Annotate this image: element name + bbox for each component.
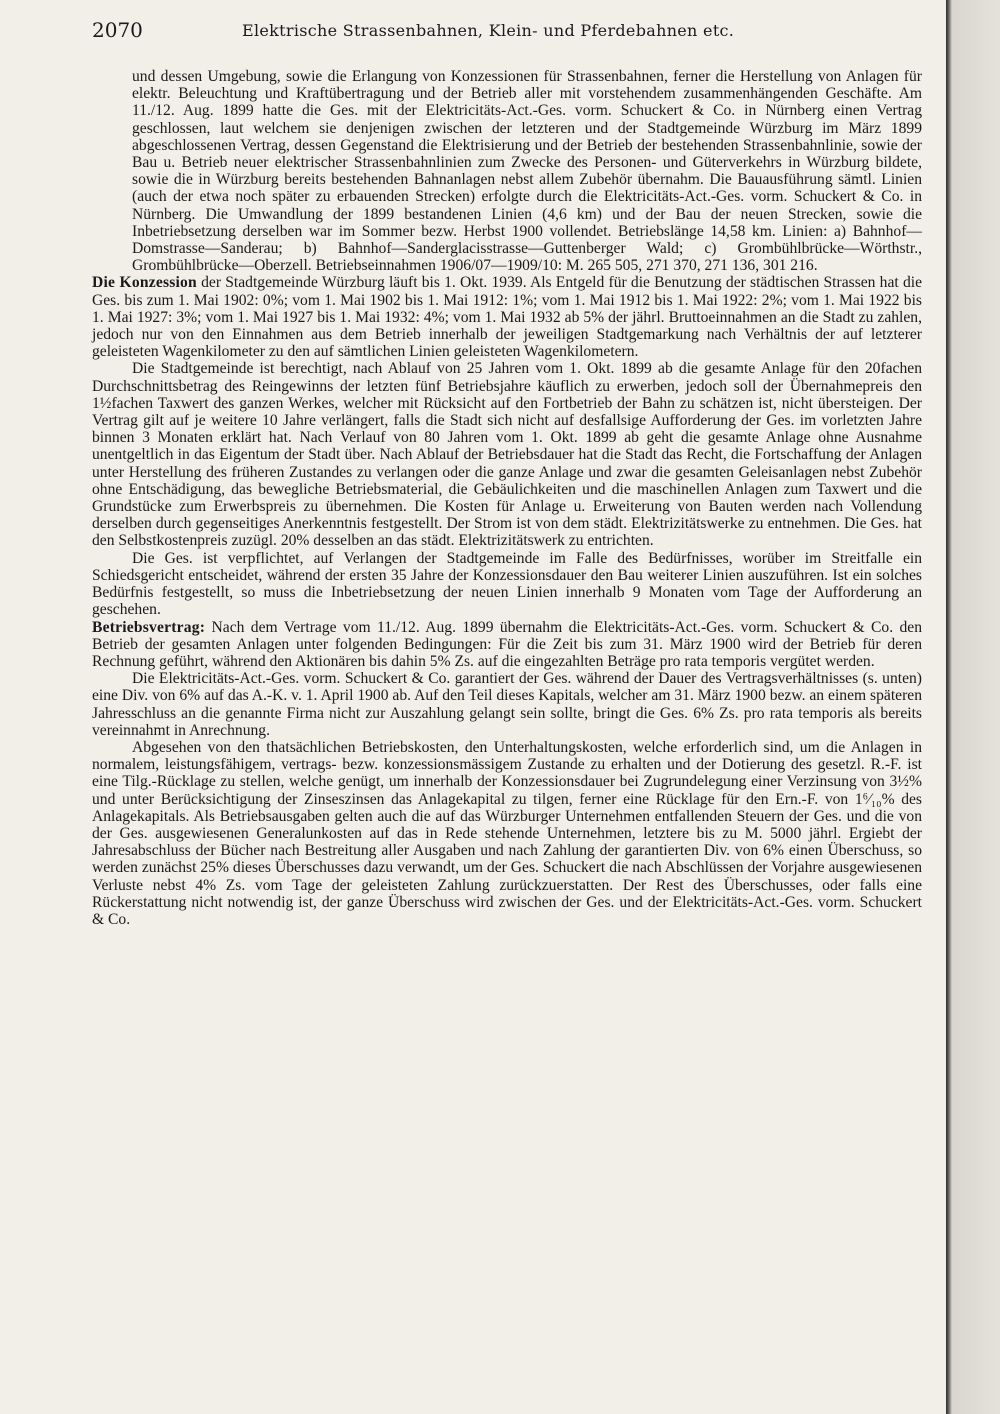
paragraph-rueckkauf (92, 360, 922, 549)
section-heading-konzession: Die Konzession (92, 274, 197, 292)
paragraph-text: Die Ges. ist verpflichtet, auf Verlangen der Stadtgemeinde im Falle des Bedürfnisses, worüber im Streitfalle ein Schiedsgericht entscheidet, während der ersten 35 Jahre der Konzessionsdauer den Bau weiterer Linien auszuführen. Ist ein solches Bedürfnis festgestellt, so muss die Inbetriebsetzung der neuen Linien innerhalb 9 Monaten vom Tage der Aufforderung an geschehen. (92, 549, 922, 619)
paragraph-konzession (92, 274, 922, 360)
paragraph-text: Die Elektricitäts-Act.-Ges. vorm. Schuckert & Co. garantiert der Ges. während der Dauer des Vertragsverhältnisses (s. unten) eine Div. von 6% auf das A.-K. v. 1. April 1900 ab. Auf den Teil dieses Kapitals, welcher am 31. März 1900 bezw. an einem späteren Jahresschluss an die genannte Firma nicht zur Auszahlung gelangt sein sollte, bringt die Ges. 6% Zs. pro rata temporis als bereits vereinnahmt in Anrechnung. (92, 670, 922, 739)
body-text (92, 68, 922, 928)
paragraph-garantie (92, 670, 922, 739)
paragraph-text: Abgesehen von den thatsächlichen Betriebskosten, den Unterhaltungskosten, welche erforderlich sind, um die Anlagen in normalem, leistungsfähigem, vertrags- bezw. konzessionsmässigem Zustande zu erhalten und der Dotierung des gesetzl. R.-F. ist eine Tilg.-Rücklage zu stellen, welche genügt, um innerhalb der Konzessionsdauer bei Zugrundelegung einer Verzinsung von 3½% und unter Berücksichtigung der Zinseszinsen das Anlagekapital zu tilgen, ferner eine Rücklage für den Ern.-F. von 1⁶⁄₁₀% des Anlagekapitals. Als Betriebsausgaben gelten auch die auf das Würzburger Unternehmen entfallenden Steuern der Ges. und die von der Ges. ausgewiesenen Generalunkosten auf das in Rede stehende Unternehmen, letztere bis zu M. 5000 jährl. Ergiebt der Jahresabschluss der Bücher nach Bestreitung aller Ausgaben und nach Zahlung der garantierten Div. von 6% einen Überschuss, so werden zunächst 25% dieses Überschusses dazu verwandt, um der Ges. Schuckert die nach Abschlüssen der Vorjahre ausgewiesenen Verluste nebst 4% Zs. vom Tage der geleisteten Zahlung zurückzuerstatten. Der Rest des Überschusses, oder falls eine Rückerstattung nicht notwendig ist, der ganze Überschuss wird zwischen der Ges. und der Elektricitäts-Act.-Ges. vorm. Schuckert & Co. (92, 738, 922, 928)
book-gutter (946, 0, 1000, 1414)
paragraph-intro (92, 68, 922, 274)
running-title: Elektrische Strassenbahnen, Klein- und Pferdebahnen etc. (242, 21, 735, 40)
section-heading-betriebsvertrag: Betriebsvertrag: (92, 618, 206, 636)
paragraph-text: Nach dem Vertrage vom 11./12. Aug. 1899 übernahm die Elektricitäts-Act.-Ges. vorm. Schuckert & Co. den Betrieb der gesamten Anlagen unter folgenden Bedingungen: Für die Zeit bis zum 31. März 1900 wird der Betrieb für deren Rechnung geführt, während den Aktionären bis dahin 5% Zs. auf die eingezahlten Beträge pro rata temporis vergütet werden. (92, 618, 923, 670)
paragraph-text: der Stadtgemeinde Würzburg läuft bis 1. Okt. 1939. Als Entgeld für die Benutzung der städtischen Strassen hat die Ges. bis zum 1. Mai 1902: 0%; vom 1. Mai 1902 bis 1. Mai 1912: 1%; vom 1. Mai 1912 bis 1. Mai 1922: 2%; vom 1. Mai 1922 bis 1. Mai 1927: 3%; vom 1. Mai 1927 bis 1. Mai 1932: 4%; vom 1. Mai 1932 ab 5% der jährl. Bruttoeinnahmen an die Stadt zu zahlen, jedoch nur von den Einnahmen aus dem Betrieb innerhalb der jeweiligen Stadtgemarkung nach Verhältnis der auf letzterer geleisteten Wagenkilometer zu den auf sämtlichen Linien geleisteten Wagenkilometern. (92, 274, 922, 361)
page-number: 2070 (92, 18, 143, 42)
paragraph-text: Die Stadtgemeinde ist berechtigt, nach Ablauf von 25 Jahren vom 1. Okt. 1899 ab die gesamte Anlage für den 20fachen Durchschnittsbetrag des Reingewinns der letzten fünf Betriebsjahre käuflich zu erwerben, jedoch soll der Übernahmepreis den 1½fachen Taxwert des ganzen Werkes, welcher mit Rücksicht auf den Fortbetrieb der Bahn zu schätzen ist, nicht übersteigen. Der Vertrag gilt auf je weitere 10 Jahre verlängert, falls die Stadt sich nicht auf desfallsige Aufforderung der Ges. im vorletzten Jahre binnen 3 Monaten erklärt hat. Nach Verlauf von 80 Jahren vom 1. Okt. 1899 ab geht die gesamte Anlage ohne Ausnahme unentgeltlich in das Eigentum der Stadt über. Nach Ablauf der Betriebsdauer hat die Stadt das Recht, die Fortschaffung der Anlagen unter Herstellung des früheren Zustandes zu verlangen oder die ganze Anlage und zwar die gesamten Geleisanlagen nebst Zubehör ohne Entschädigung, das bewegliche Betriebsmaterial, die Gebäulichkeiten und die maschinellen Anlagen zum Taxwert und die Grundstücke zum Erwerbspreis zu übernehmen. Die Kosten für Anlage u. Erweiterung von Bauten werden nach Vollendung derselben durch gegenseitiges Anerkenntnis festgestellt. Der Strom ist von dem städt. Elektrizitätswerke zu entnehmen. Die Ges. hat den Selbstkostenpreis zuzügl. 20% desselben an das städt. Elektrizitätswerk zu entrichten. (92, 360, 922, 550)
paragraph-betriebsvertrag (92, 619, 922, 671)
paragraph-text: und dessen Umgebung, sowie die Erlangung von Konzessionen für Strassenbahnen, ferner die Herstellung von Anlagen für elektr. Beleuchtung und Kraftübertragung und der Betrieb aller mit vorstehendem zusammenhängenden Geschäfte. Am 11./12. Aug. 1899 hatte die Ges. mit der Elektricitäts-Act.-Ges. vorm. Schuckert & Co. in Nürnberg einen Vertrag geschlossen, laut welchem sie denjenigen zwischen der letzteren und der Stadtgemeinde Würzburg im März 1899 abgeschlossenen Vertrag, dessen Gegenstand die Elektrisierung und der Betrieb der bestehenden Strassenbahnlinie, sowie der Bau u. Betrieb neuer elektrischer Strassenbahnlinien zum Zwecke des Personen- und Güterverkehrs in Würzburg bildete, sowie die in Würzburg bereits bestehenden Bahnanlagen nebst allem Zubehör übernahm. Die Bauausführung sämtl. Linien (auch der etwa noch später zu erbauenden Strecken) erfolgte durch die Elektricitäts-Act.-Ges. vorm. Schuckert & Co. in Nürnberg. Die Umwandlung der 1899 bestandenen Linien (4,6 km) und der Bau der neuen Strecken, sowie die Inbetriebsetzung derselben war im Sommer bezw. Herbst 1900 vollendet. Betriebslänge 14,58 km. Linien: a) Bahnhof—Domstrasse—Sanderau; b) Bahnhof—Sanderglacisstrasse—Guttenberger Wald; c) Grombühlbrücke—Wörthstr., Grombühlbrücke—Oberzell. Betriebseinnahmen 1906/07—1909/10: M. 265 505, 271 370, 271 136, 301 216. (132, 68, 922, 275)
paragraph-ueberschuss (92, 739, 922, 928)
paragraph-neue-linien (92, 550, 922, 619)
page-header (92, 18, 922, 42)
